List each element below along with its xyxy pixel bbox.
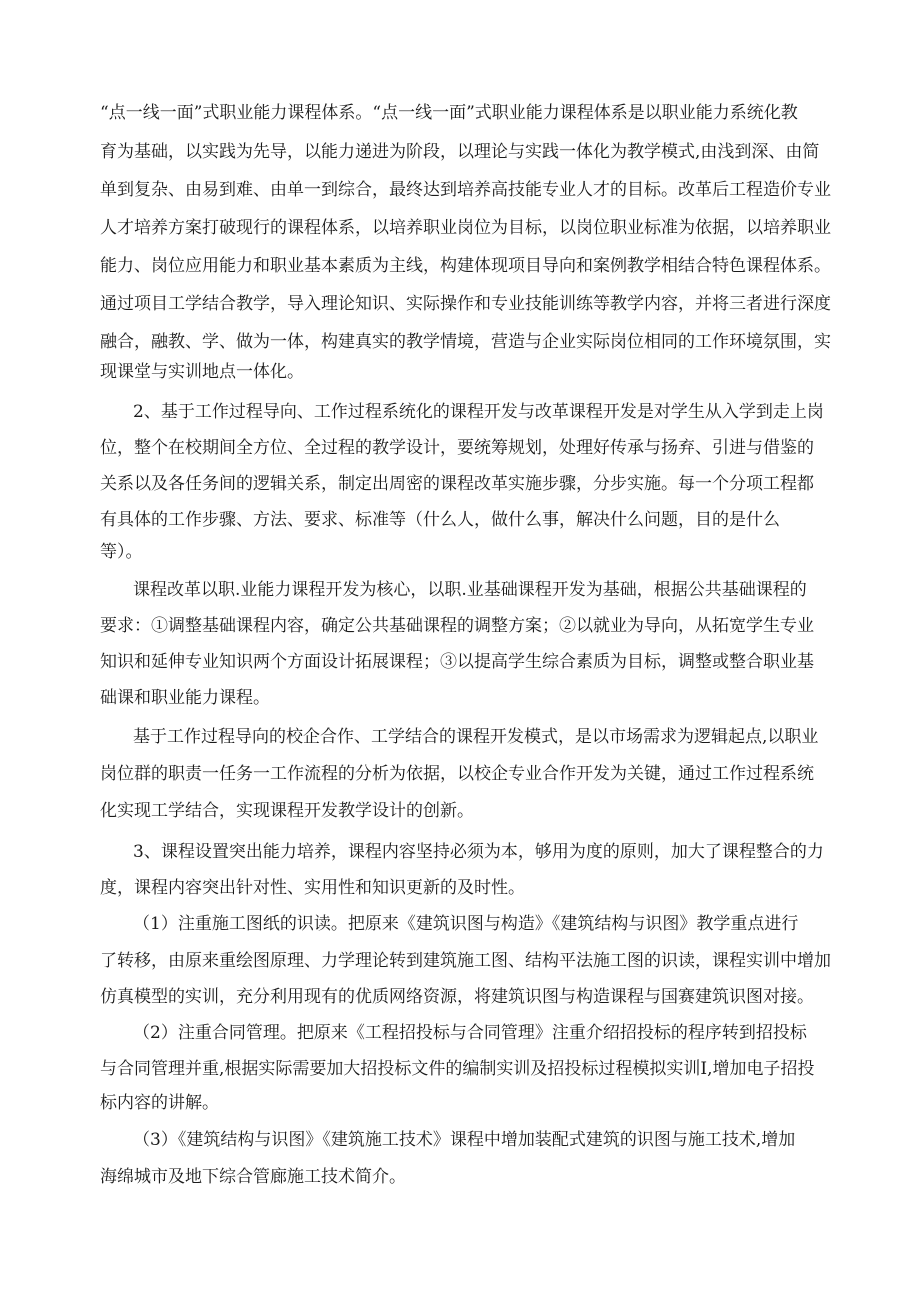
text-line: 海绵城市及地下综合管廊施工技术简介。 [100,1167,406,1187]
text-line: 3、课程设置突出能力培养，课程内容坚持必须为本，够用为度的原则，加大了课程整合的力 [133,842,824,862]
text-line: （2）注重合同管理。把原来《工程招投标与合同管理》注重介绍招投标的程序转到招投标 [133,1023,807,1043]
text-line: 化实现工学结合，实现课程开发教学设计的创新。 [100,801,474,821]
text-line: 有具体的工作步骤、方法、要求、标准等（什么人，做什么事，解决什么问题，目的是什么 [100,510,780,530]
text-line: 育为基础，以实践为先导，以能力递进为阶段，以理论与实践一体化为教学模式,由浅到深、由简 [100,142,820,162]
text-line: 要求：①调整基础课程内容，确定公共基础课程的调整方案；②以就业为导向，从拓宽学生专业 [100,616,814,636]
text-line: 础课和职业能力课程。 [100,688,270,708]
text-line: 了转移，由原来重绘图原理、力学理论转到建筑施工图、结构平法施工图的识读，课程实训中增加 [100,951,831,971]
text-line: （1）注重施工图纸的识读。把原来《建筑识图与构造》《建筑结构与识图》教学重点进行 [133,914,799,934]
text-line: “点一线一面”式职业能力课程体系。“点一线一面”式职业能力课程体系是以职业能力系统化教 [100,103,798,123]
text-line: 融合，融教、学、做为一体，构建真实的教学情境，营造与企业实际岗位相同的工作环境氛围，实 [100,332,831,352]
text-line: 单到复杂、由易到难、由单一到综合，最终达到培养高技能专业人才的目标。改革后工程造价专业 [100,180,831,200]
text-line: 通过项目工学结合教学，导入理论知识、实际操作和专业技能训练等教学内容，并将三者进行深度 [100,294,831,314]
text-line: 2、基于工作过程导向、工作过程系统化的课程开发与改革课程开发是对学生从入学到走上岗 [133,402,824,422]
text-line: 现课堂与实训地点一体化。 [100,362,304,382]
text-line: 岗位群的职责一任务一工作流程的分析为依据，以校企专业合作开发为关键，通过工作过程系统 [100,764,814,784]
text-line: 等）。 [100,542,143,562]
text-line: 基于工作过程导向的校企合作、工学结合的课程开发模式，是以市场需求为逻辑起点,以职业 [133,727,819,747]
text-line: 位，整个在校期间全方位、全过程的教学设计，要统筹规划，处理好传承与扬弃、引进与借鉴的 [100,438,814,458]
text-line: 仿真模型的实训，充分利用现有的优质网络资源，将建筑识图与构造课程与国赛建筑识图对接。 [100,987,814,1007]
text-line: 能力、岗位应用能力和职业基本素质为主线，构建体现项目导向和案例教学相结合特色课程体系。 [100,256,831,276]
text-line: 标内容的讲解。 [100,1093,219,1113]
text-line: 课程改革以职.业能力课程开发为核心，以职.业基础课程开发为基础，根据公共基础课程的 [133,580,807,600]
text-line: 与合同管理并重,根据实际需要加大招投标文件的编制实训及招投标过程模拟实训I,增加电子招投 [100,1059,815,1079]
text-line: 知识和延伸专业知识两个方面设计拓展课程；③以提高学生综合素质为目标，调整或整合职业基 [100,652,814,672]
text-line: 度，课程内容突出针对性、实用性和知识更新的及时性。 [100,878,525,898]
text-line: 关系以及各任务间的逻辑关系，制定出周密的课程改革实施步骤，分步实施。每一个分项工程都 [100,474,814,494]
text-line: 人才培养方案打破现行的课程体系，以培养职业岗位为目标，以岗位职业标准为依据，以培养职业 [100,218,831,238]
text-line: （3）《建筑结构与识图》《建筑施工技术》课程中增加装配式建筑的识图与施工技术,增加 [133,1130,796,1150]
